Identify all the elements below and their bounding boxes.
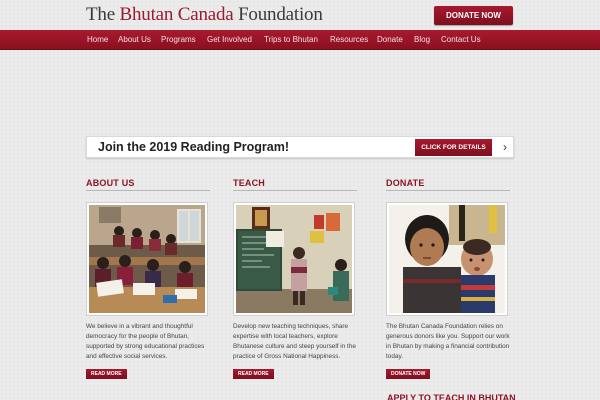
donate-section [386, 178, 510, 380]
logo-prefix: The [86, 4, 120, 25]
site-logo[interactable] [86, 4, 323, 26]
main-nav [0, 30, 600, 50]
apply-to-teach-heading: APPLY TO TEACH IN BHUTAN [387, 393, 516, 400]
nav-item-programs[interactable]: Programs [161, 35, 196, 44]
logo-accent: Bhutan Canada [119, 4, 234, 25]
reading-program-banner [86, 136, 514, 158]
nav-item-home[interactable]: Home [87, 35, 109, 44]
nav-item-resources[interactable]: Resources [330, 35, 369, 44]
classroom-students-image [89, 205, 205, 313]
nav-item-contact-us[interactable]: Contact Us [441, 35, 481, 44]
teach-section [233, 178, 357, 380]
teach-read-more-button[interactable]: READ MORE [233, 369, 274, 379]
nav-item-blog[interactable]: Blog [414, 35, 431, 44]
donate-photo [386, 202, 508, 316]
nav-item-donate[interactable]: Donate [377, 35, 403, 44]
teach-heading: TEACH [233, 178, 357, 191]
teach-text: Develop new teaching techniques, share expertise with local teachers, explore Bhutanese culture and steep yourself in the practice of Gross National Happiness. [233, 323, 356, 360]
nav-item-get-involved[interactable]: Get Involved [207, 35, 252, 44]
about-us-photo [86, 202, 208, 316]
donate-text: The Bhutan Canada Foundation relies on generous donors like you. Support our work in Bhutan by making a financial contribution today. [386, 323, 510, 360]
donate-now-button[interactable]: DONATE NOW [434, 6, 513, 25]
logo-suffix: Foundation [233, 4, 323, 25]
children-portrait-image [389, 205, 505, 313]
click-for-details-button[interactable]: CLICK FOR DETAILS [415, 139, 492, 156]
banner-title: Join the 2019 Reading Program! [98, 140, 290, 154]
teach-photo [233, 202, 355, 316]
about-us-section [86, 178, 210, 380]
nav-item-about-us[interactable]: About Us [118, 35, 151, 44]
about-us-heading: ABOUT US [86, 178, 210, 191]
chevron-right-icon[interactable]: › [503, 140, 507, 154]
teacher-classroom-image [236, 205, 352, 313]
about-read-more-button[interactable]: READ MORE [86, 369, 127, 379]
donate-now-small-button[interactable]: DONATE NOW [386, 369, 430, 379]
donate-heading: DONATE [386, 178, 510, 191]
about-us-text: We believe in a vibrant and thoughtful democracy for the people of Bhutan, supported by strong educational practices and effective social services. [86, 323, 205, 360]
nav-item-trips-to-bhutan[interactable]: Trips to Bhutan [264, 35, 318, 44]
